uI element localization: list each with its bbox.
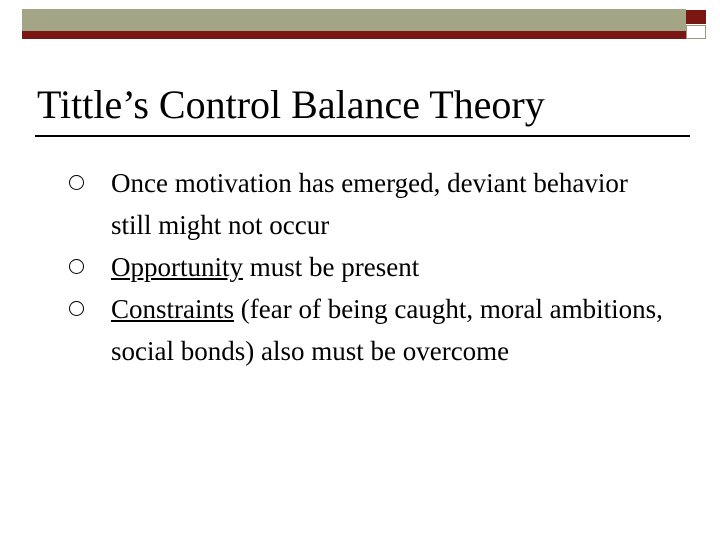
accent-square-filled [686,10,706,24]
bullet-text: (fear of being caught, moral ambitions, social bonds) also must be overcome [111,294,663,366]
bullet-item-opportunity [69,246,669,288]
header-band-stripe [22,31,686,39]
bullet-text: must be present [243,252,420,282]
hollow-circle-bullet-icon [69,175,84,190]
bullet-keyword: Opportunity [111,252,243,282]
hollow-circle-bullet-icon [69,301,84,316]
bullet-item-motivation [69,162,669,246]
bullet-item-constraints [69,288,669,372]
bullet-keyword: Constraints [111,294,235,324]
accent-square-outline [686,25,706,39]
hollow-circle-bullet-icon [69,259,84,274]
bullet-text: Once motivation has emerged, deviant behavior still might not occur [111,168,628,240]
header-band [0,0,720,40]
title-underline-rule [35,135,690,137]
bullet-list [69,162,669,372]
header-band-olive [22,9,686,31]
slide-title: Tittle’s Control Balance Theory [37,82,545,127]
